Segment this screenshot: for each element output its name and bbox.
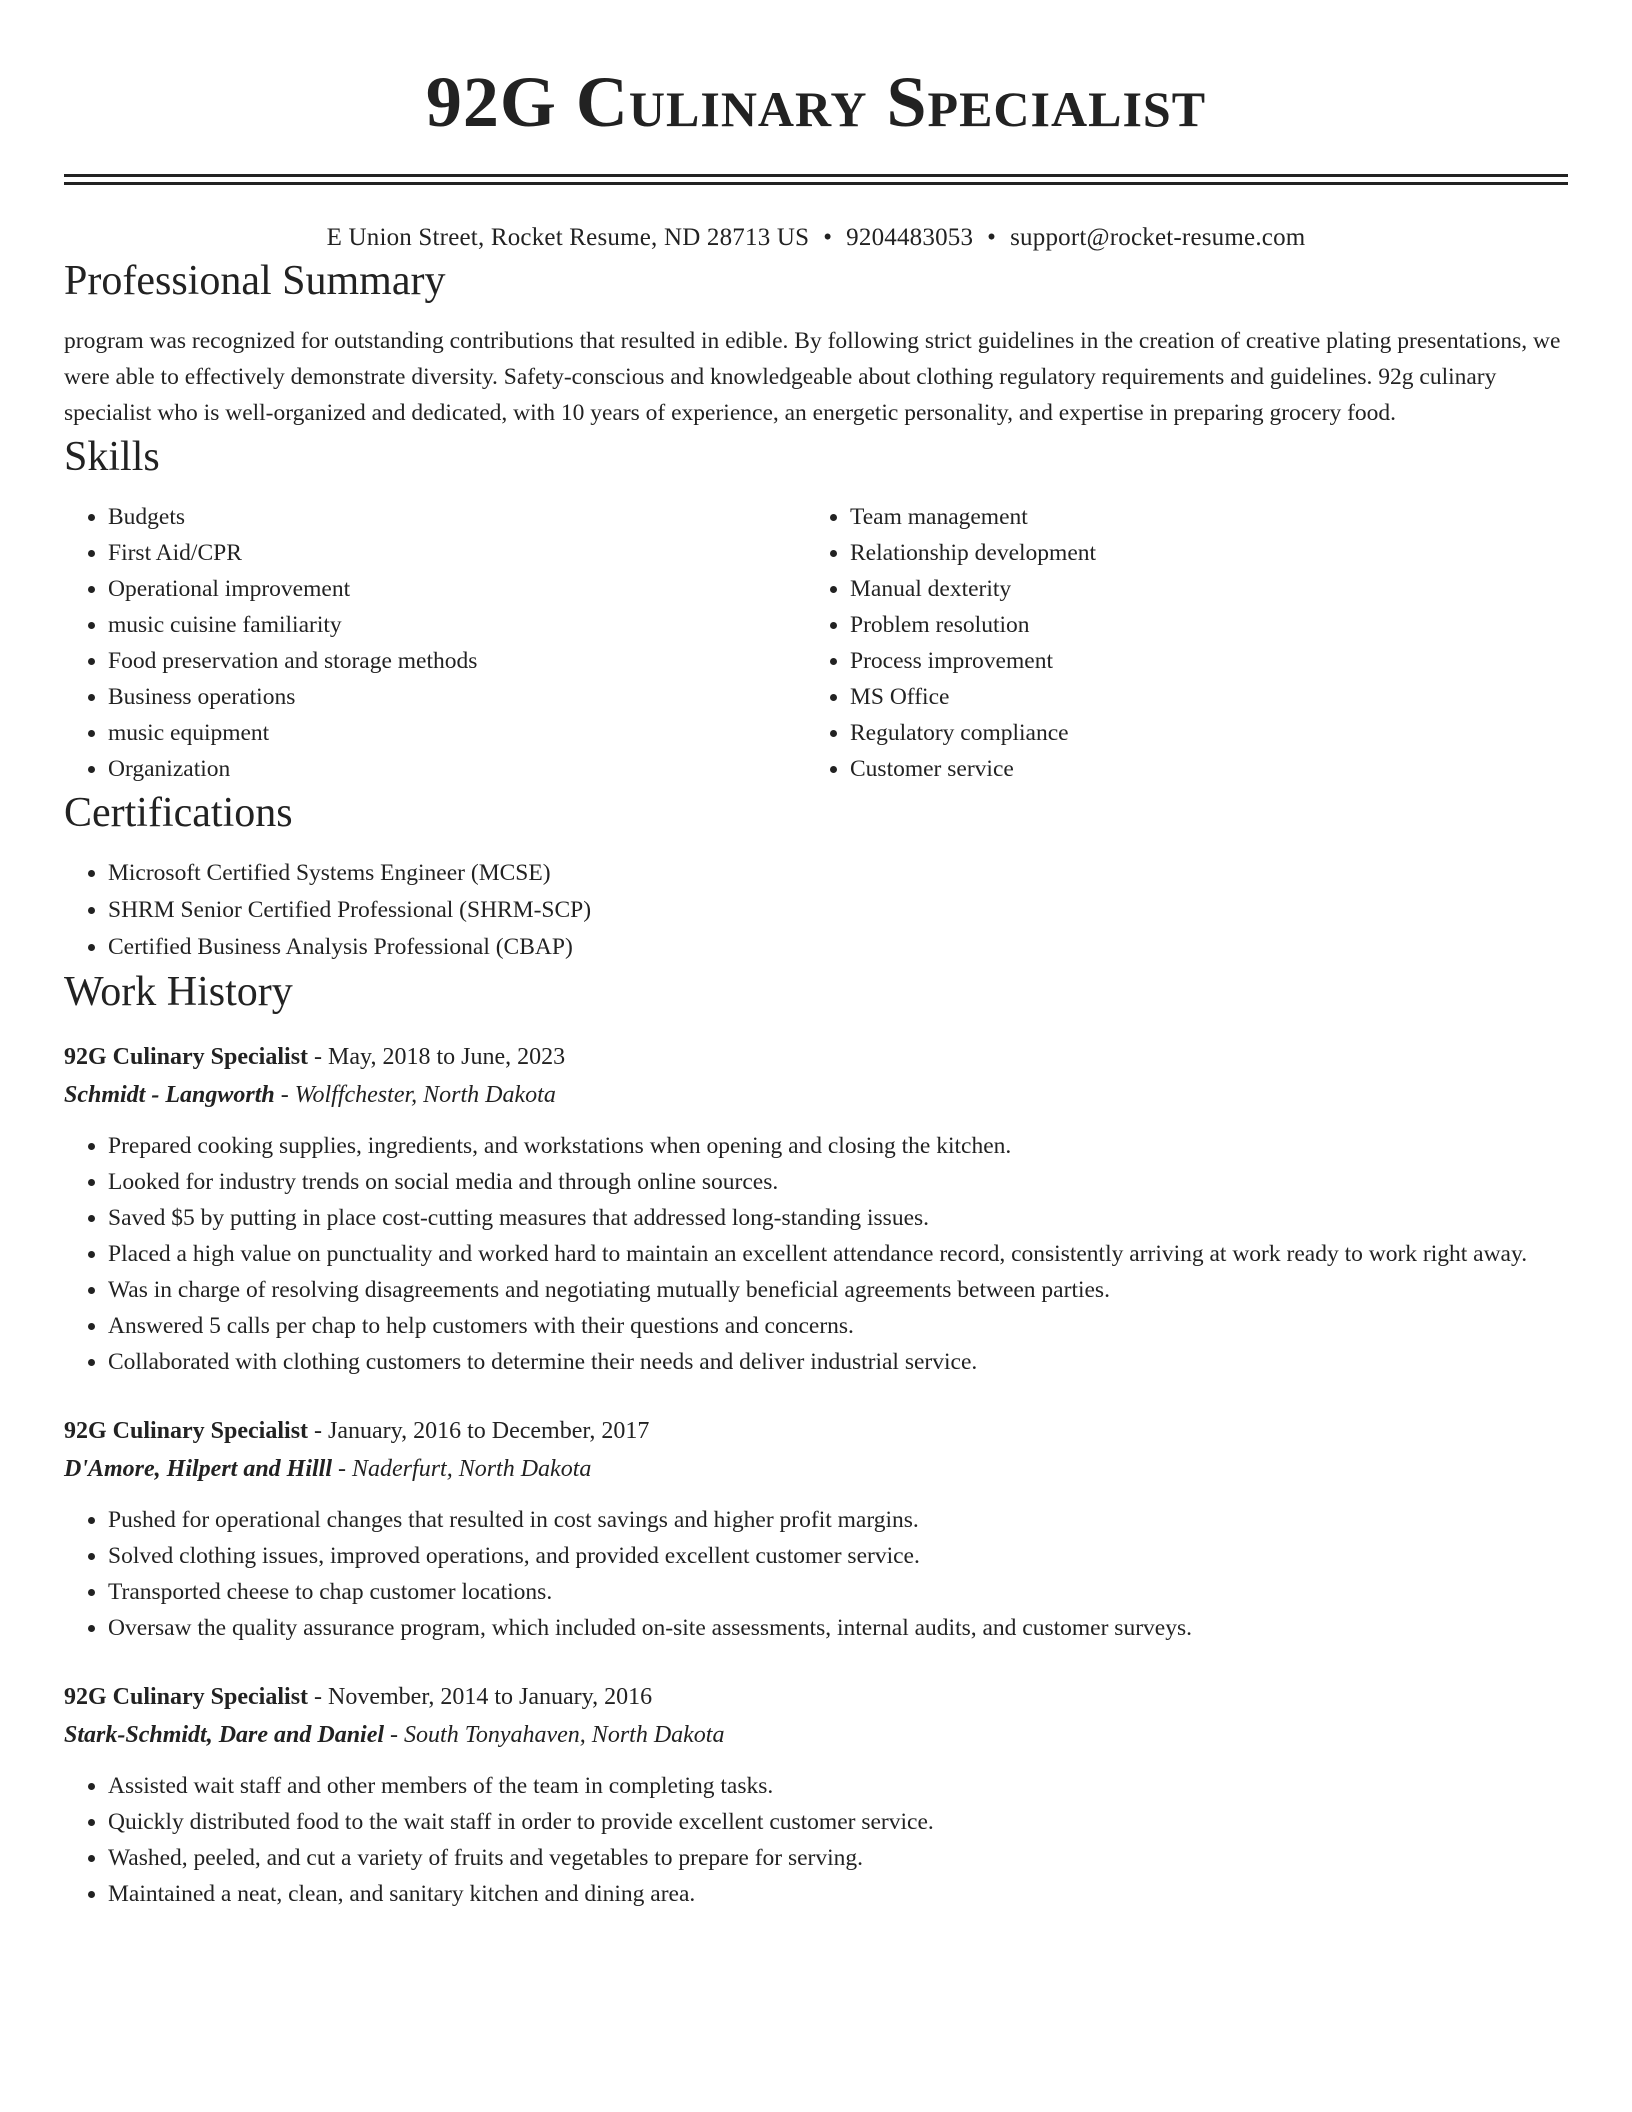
- certification-item: • SHRM Senior Certified Professional (SHRM-SCP): [108, 892, 1568, 929]
- summary-heading: Professional Summary: [64, 258, 446, 304]
- job-bullets: [64, 1502, 1568, 1646]
- job-company: Stark-Schmidt, Dare and Daniel: [64, 1722, 385, 1748]
- job-dates: - May, 2018 to June, 2023: [308, 1044, 566, 1070]
- job-location: - Naderfurt, North Dakota: [332, 1456, 592, 1482]
- job-bullet: • Was in charge of resolving disagreements and negotiating mutually beneficial agreements between parties.: [108, 1272, 1568, 1308]
- skill-item: • Business operations: [108, 679, 806, 715]
- skill-item: • Manual dexterity: [850, 571, 1096, 607]
- skill-item: • Problem resolution: [850, 607, 1096, 643]
- contact-phone: 9204483053: [846, 224, 974, 251]
- job-bullet: • Solved clothing issues, improved operations, and provided excellent customer service.: [108, 1538, 1568, 1574]
- job-company: D'Amore, Hilpert and Hilll: [64, 1456, 333, 1482]
- skill-item: • Customer service: [850, 751, 1096, 787]
- job-company-line: [64, 1450, 1568, 1488]
- job-bullet: • Maintained a neat, clean, and sanitary kitchen and dining area.: [108, 1876, 1568, 1912]
- skill-item: • First Aid/CPR: [108, 535, 806, 571]
- skill-item: • Operational improvement: [108, 571, 806, 607]
- job-bullet: • Transported cheese to chap customer locations.: [108, 1574, 1568, 1610]
- job-bullets: [64, 1128, 1568, 1380]
- job-entry: [64, 1678, 1568, 1912]
- job-company: Schmidt - Langworth: [64, 1082, 275, 1108]
- job-bullet: • Collaborated with clothing customers to determine their needs and deliver industrial service.: [108, 1344, 1568, 1380]
- summary-text: program was recognized for outstanding contributions that resulted in edible. By following strict guidelines in the creation of creative plating presentations, we were able to effectively demonstrate diversity. Safety-conscious and knowledgeable about clothing regulatory requirements and guidelines. 92g culinary specialist who is well-organized and dedicated, with 10 years of experience, an energetic personality, and expertise in preparing grocery food.: [64, 328, 1561, 426]
- skills-list-right: [806, 499, 1096, 787]
- job-entry: [64, 1412, 1568, 1646]
- job-role: 92G Culinary Specialist: [64, 1418, 309, 1444]
- contact-line: [64, 221, 1568, 255]
- job-dates: - January, 2016 to December, 2017: [308, 1418, 650, 1444]
- certifications-list: [64, 855, 1568, 966]
- job-bullet: • Looked for industry trends on social media and through online sources.: [108, 1164, 1568, 1200]
- skill-item: • Relationship development: [850, 535, 1096, 571]
- skill-item: • Organization: [108, 751, 806, 787]
- work-history-heading: Work History: [64, 969, 293, 1015]
- job-bullet: • Assisted wait staff and other members of the team in completing tasks.: [108, 1768, 1568, 1804]
- resume-name: 92G Culinary Specialist: [425, 62, 1207, 142]
- skill-item: • Team management: [850, 499, 1096, 535]
- job-bullet: • Answered 5 calls per chap to help customers with their questions and concerns.: [108, 1308, 1568, 1344]
- job-role: 92G Culinary Specialist: [64, 1684, 309, 1710]
- job-bullet: • Quickly distributed food to the wait staff in order to provide excellent customer service.: [108, 1804, 1568, 1840]
- job-location: - Wolffchester, North Dakota: [274, 1082, 556, 1108]
- job-entry: [64, 1038, 1568, 1380]
- job-location: - South Tonyahaven, North Dakota: [384, 1722, 725, 1748]
- skill-item: • Regulatory compliance: [850, 715, 1096, 751]
- skills-columns: [64, 499, 1568, 787]
- job-title-line: [64, 1038, 1568, 1076]
- job-bullets: [64, 1768, 1568, 1912]
- job-bullet: • Pushed for operational changes that resulted in cost savings and higher profit margins.: [108, 1502, 1568, 1538]
- job-dates: - November, 2014 to January, 2016: [308, 1684, 653, 1710]
- skill-item: • music cuisine familiarity: [108, 607, 806, 643]
- skill-item: • MS Office: [850, 679, 1096, 715]
- skills-heading: Skills: [64, 434, 160, 480]
- job-bullet: • Prepared cooking supplies, ingredients, and workstations when opening and closing the kitchen.: [108, 1128, 1568, 1164]
- job-bullet: • Placed a high value on punctuality and worked hard to maintain an excellent attendance record, consistently arriving at work ready to work right away.: [108, 1236, 1568, 1272]
- contact-separator: •: [987, 224, 997, 251]
- job-role: 92G Culinary Specialist: [64, 1044, 309, 1070]
- skill-item: • Food preservation and storage methods: [108, 643, 806, 679]
- certification-item: • Microsoft Certified Systems Engineer (MCSE): [108, 855, 1568, 892]
- skills-list-left: [64, 499, 806, 787]
- job-company-line: [64, 1076, 1568, 1114]
- contact-separator: •: [823, 224, 833, 251]
- job-title-line: [64, 1678, 1568, 1716]
- certification-item: • Certified Business Analysis Professional (CBAP): [108, 929, 1568, 966]
- skill-item: • music equipment: [108, 715, 806, 751]
- skill-item: • Budgets: [108, 499, 806, 535]
- header-double-rule: [64, 174, 1568, 185]
- job-bullet: • Washed, peeled, and cut a variety of fruits and vegetables to prepare for serving.: [108, 1840, 1568, 1876]
- job-bullet: • Oversaw the quality assurance program, which included on-site assessments, internal audits, and customer surveys.: [108, 1610, 1568, 1646]
- job-company-line: [64, 1716, 1568, 1754]
- certifications-heading: Certifications: [64, 790, 293, 836]
- job-title-line: [64, 1412, 1568, 1450]
- job-bullet: • Saved $5 by putting in place cost-cutting measures that addressed long-standing issues.: [108, 1200, 1568, 1236]
- contact-address: E Union Street, Rocket Resume, ND 28713 US: [326, 224, 810, 251]
- skill-item: • Process improvement: [850, 643, 1096, 679]
- contact-email: support@rocket-resume.com: [1010, 224, 1306, 251]
